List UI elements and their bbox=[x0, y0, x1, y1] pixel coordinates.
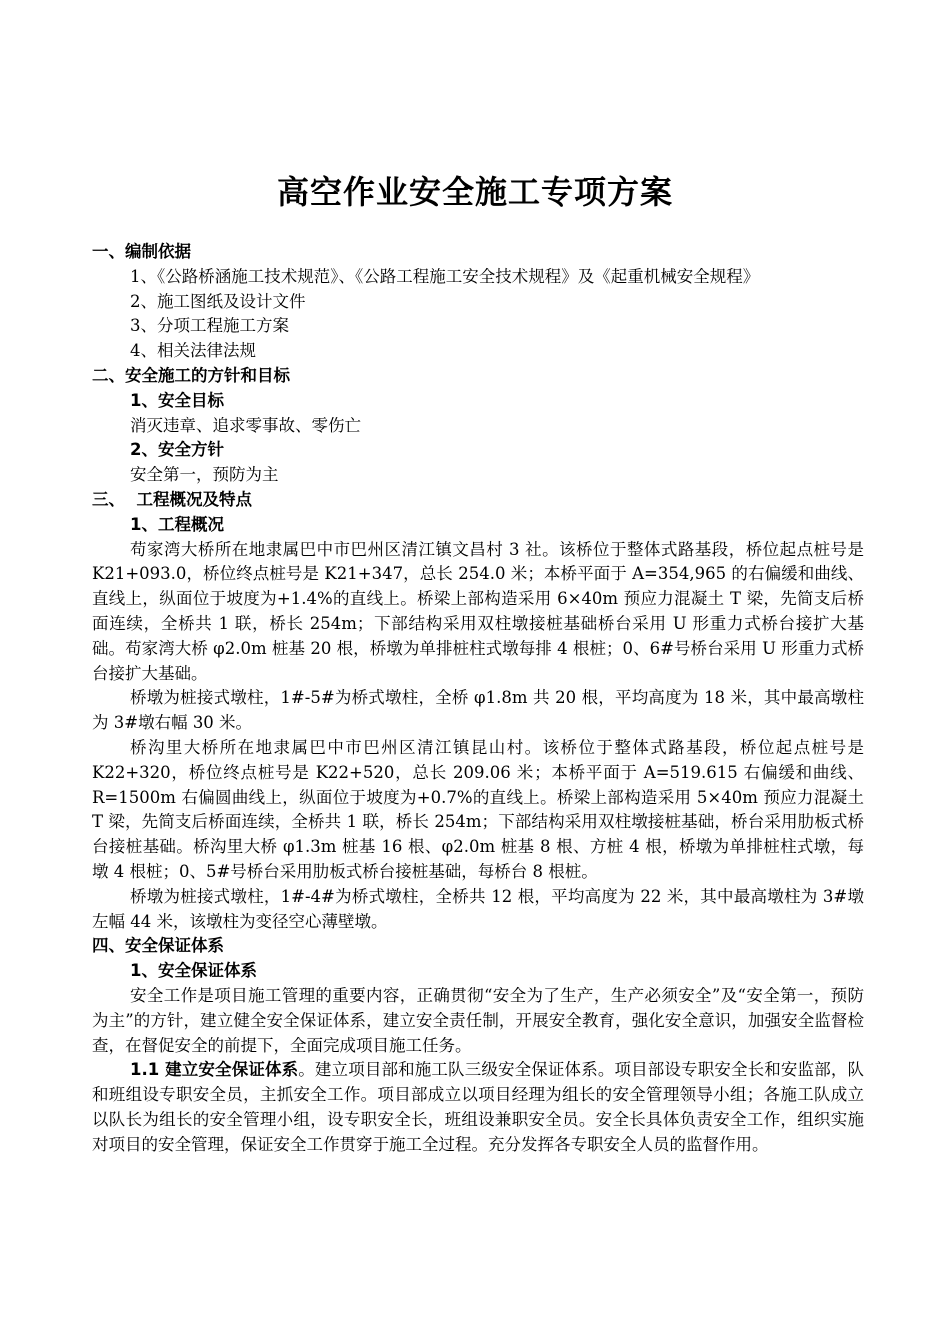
assurance-paragraph: 安全工作是项目施工管理的重要内容，正确贯彻“安全为了生产，生产必须安全”及“安全第一，预防为主”的方针，建立健全安全保证体系，建立安全责任制，开展安全教育，强化安全意识，加强安全监督检查，在督促安全的前提下，全面完成项目施工任务。 bbox=[92, 985, 864, 1055]
safety-goal-text: 消灭违章、追求零事故、零伤亡 bbox=[130, 415, 361, 435]
subheading-assurance-system: 1、安全保证体系 bbox=[130, 961, 257, 981]
basis-item: 3、分项工程施工方案 bbox=[130, 316, 289, 336]
subheading-safety-policy: 2、安全方针 bbox=[130, 440, 224, 460]
document-body bbox=[92, 240, 864, 1157]
subheading-project-overview: 1、工程概况 bbox=[130, 514, 224, 534]
assurance-paragraph bbox=[92, 1058, 864, 1157]
assurance-lead-text: 1.1 建立安全保证体系 bbox=[130, 1060, 299, 1080]
subheading-safety-goal: 1、安全目标 bbox=[130, 390, 224, 410]
section-heading-assurance: 四、安全保证体系 bbox=[92, 936, 224, 956]
section-heading-basis: 一、编制依据 bbox=[92, 242, 191, 261]
overview-paragraph: 桥沟里大桥所在地隶属巴中市巴州区清江镇昆山村。该桥位于整体式路基段，桥位起点桩号是 K22+320，桥位终点桩号是 K22+520，总长 209.06 米；本桥平面于 A=519.615 右偏缓和曲线、R=1500m 右偏圆曲线上，纵面位于坡度为+0.7%的直线上。桥梁上部构造采用 5×40m 预应力混凝土 T 梁，先简支后桥面连续，全桥共 1 联，桥长 254m；下部结构采用双柱墩接桩基础，桥台采用肋板式桥台接桩基础。桥沟里大桥 φ1.3m 桩基 16 根、φ2.0m 桩基 8 根、方桩 4 根，桥墩为单排桩柱式墩，每墩 4 根桩；0、5#号桥台采用肋板式桥台接桩基础，每桥台 8 根桩。 bbox=[92, 737, 864, 881]
basis-item: 1、《公路桥涵施工技术规范》、《公路工程施工安全技术规程》及《起重机械安全规程》 bbox=[130, 266, 760, 286]
document-title: 高空作业安全施工专项方案 bbox=[276, 173, 673, 211]
basis-item: 4、相关法律法规 bbox=[130, 341, 256, 361]
assurance-body-text: 。建立项目部和施工队三级安全保证体系。项目部设专职安全长和安监部，队和班组设专职安全员，主抓安全工作。项目部成立以项目经理为组长的安全管理领导小组；各施工队成立以队长为组长的安全管理小组，设专职安全长，班组设兼职安全员。安全长具体负责安全工作，组织实施对项目的安全管理，保证安全工作贯穿于施工全过程。充分发挥各专职安全人员的监督作用。 bbox=[92, 1060, 864, 1154]
overview-paragraph: 苟家湾大桥所在地隶属巴中市巴州区清江镇文昌村 3 社。该桥位于整体式路基段，桥位起点桩号是 K21+093.0，桥位终点桩号是 K21+347，总长 254.0 米；本桥平面于 A=354,965 的右偏缓和曲线、直线上，纵面位于坡度为+1.4%的直线上。桥梁上部构造采用 6×40m 预应力混凝土 T 梁，先简支后桥面连续，全桥共 1 联，桥长 254m；下部结构采用双柱墩接桩基础桥台采用 U 形重力式桥台接扩大基础。苟家湾大桥 φ2.0m 桩基 20 根，桥墩为单排桩柱式墩每排 4 根桩；0、6#号桥台采用 U 形重力式桥台接扩大基础。 bbox=[92, 539, 864, 683]
overview-paragraph: 桥墩为桩接式墩柱，1#-4#为桥式墩柱，全桥共 12 根，平均高度为 22 米，其中最高墩柱为 3#墩左幅 44 米，该墩柱为变径空心薄壁墩。 bbox=[92, 886, 864, 931]
section-heading-overview: 三、 工程概况及特点 bbox=[92, 489, 252, 509]
basis-item: 2、施工图纸及设计文件 bbox=[130, 291, 306, 311]
safety-policy-text: 安全第一，预防为主 bbox=[130, 465, 279, 485]
section-heading-policy: 二、安全施工的方针和目标 bbox=[92, 365, 290, 385]
overview-paragraph: 桥墩为桩接式墩柱，1#-5#为桥式墩柱，全桥 φ1.8m 共 20 根，平均高度为 18 米，其中最高墩柱为 3#墩右幅 30 米。 bbox=[92, 688, 864, 733]
